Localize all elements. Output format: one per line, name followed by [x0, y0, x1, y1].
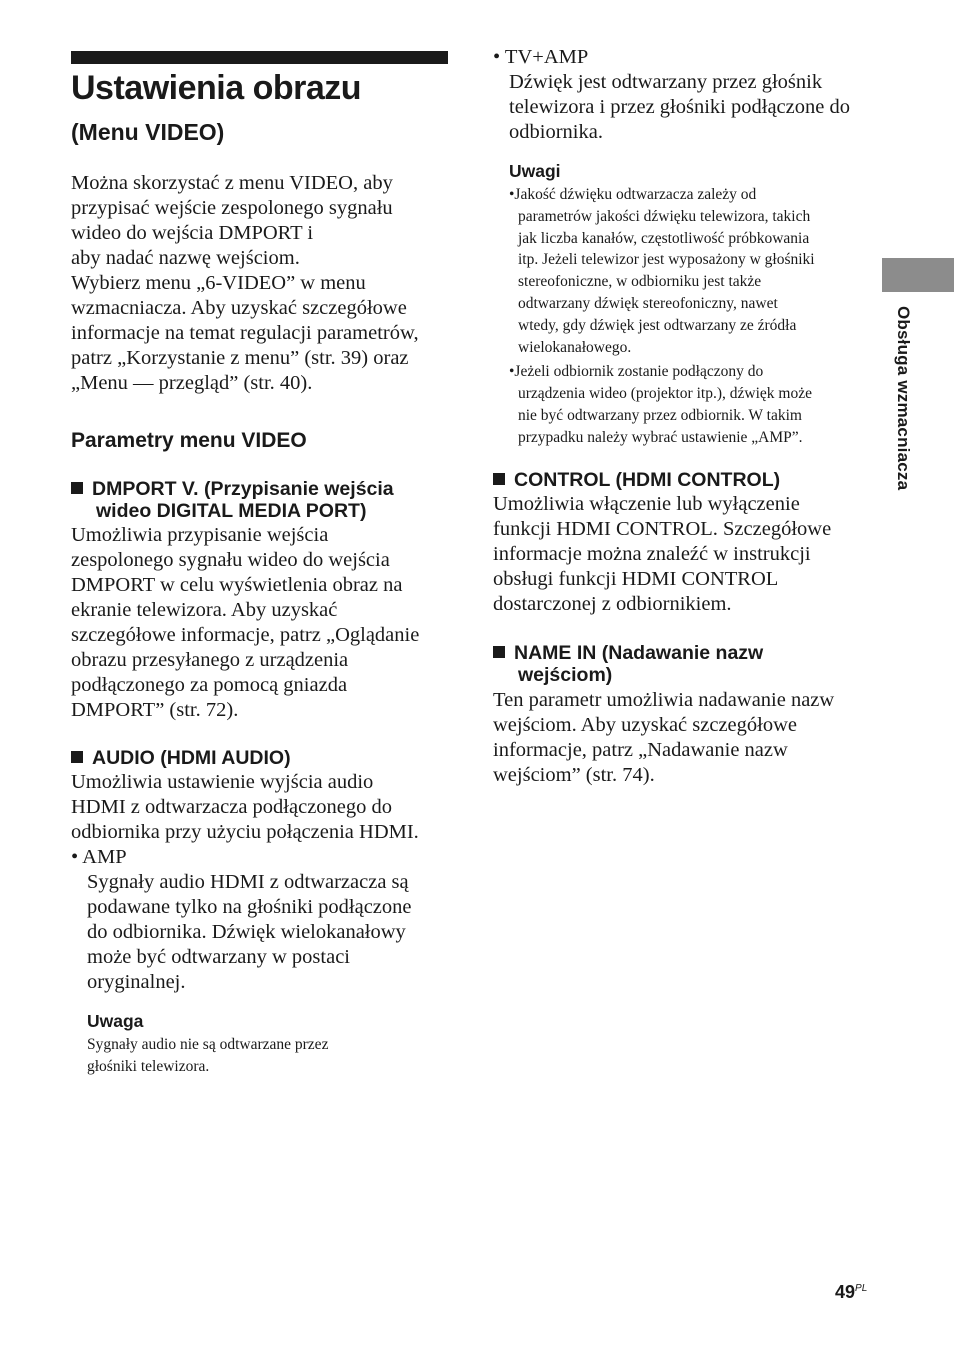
name-in-paragraph: Ten parametr umożliwia nadawanie nazw wejściom. Aby uzyskać szczegółowe informacje, patrz „Nadawanie nazw wejściom” (str. 74).: [493, 689, 835, 786]
square-bullet-icon: [71, 482, 83, 494]
name-in-heading: NAME IN (Nadawanie nazw wejściom): [493, 642, 763, 686]
section-heading-params: Parametry menu VIDEO: [71, 429, 307, 452]
page-subtitle: (Menu VIDEO): [71, 119, 225, 145]
page-number: $49^{PL}$: [835, 1282, 868, 1302]
square-bullet-icon: [71, 751, 83, 763]
audio-heading: AUDIO (HDMI AUDIO): [71, 747, 291, 769]
chapter-tab-label: Obsługa wzmacniacza: [894, 306, 913, 491]
control-paragraph: Umożliwia włączenie lub wyłączenie funkcji HDMI CONTROL. Szczegółowe informacje można znaleźć w instrukcji obsługi funkcji HDMI CONTROL dostarczonej z odbiornikiem.: [493, 493, 832, 615]
note-item: •Jeżeli odbiornik zostanie podłączony do urządzenia wideo (projektor itp.), dźwięk może nie być odtwarzany przez odbiornik. W takim przypadku należy wybrać ustawienie „AMP”.: [509, 363, 812, 446]
control-heading: CONTROL (HDMI CONTROL): [493, 469, 780, 491]
intro-paragraph: Można skorzystać z menu VIDEO, aby przypisać wejście zespolonego sygnału wideo do wejścia DMPORT i aby nadać nazwę wejściom. Wybierz menu „6-VIDEO” w menu wzmacniacza. Aby uzyskać szczegółowe informacje na temat regulacji parametrów, patrz „Korzystanie z menu” (str. 39) oraz „Menu — przegląd” (str. 40).: [71, 172, 419, 394]
notes-heading: Uwagi: [509, 161, 561, 181]
square-bullet-icon: [493, 473, 505, 485]
note-item: •Jakość dźwięku odtwarzacza zależy od parametrów jakości dźwięku telewizora, takich jak liczba kanałów, częstotliwość próbkowania itp. Jeżeli telewizor jest wyposażony w głośniki stereofoniczne, w odbiorniku jest także odtwarzany dźwięk stereofoniczny, nawet wtedy, gdy dźwięk jest odtwarzany ze źródła wielokanałowego.: [509, 186, 815, 356]
amp-option: • AMP Sygnały audio HDMI z odtwarzacza są podawane tylko na głośniki podłączone do odbiornika. Dźwięk wielokanałowy może być odtwarzany w postaci oryginalnej.: [71, 846, 412, 993]
notes-list: [509, 184, 815, 449]
amp-note-heading: Uwaga: [87, 1011, 144, 1031]
square-bullet-icon: [493, 646, 505, 658]
tvamp-option: • TV+AMP Dźwięk jest odtwarzany przez głośnik telewizora i przez głośniki podłączone do odbiornika.: [493, 46, 850, 143]
title-rule: [71, 51, 448, 64]
chapter-tab-marker: [882, 258, 954, 292]
dmport-paragraph: Umożliwia przypisanie wejścia zespolonego sygnału wideo do wejścia DMPORT w celu wyświetlenia obraz na ekranie telewizora. Aby uzyskać szczegółowe informacje, patrz „Oglądanie obrazu przesyłanego z urządzenia podłączonego za pomocą gniazda DMPORT” (str. 72).: [71, 524, 420, 721]
amp-note-text: Sygnały audio nie są odtwarzane przez głośniki telewizora.: [87, 1036, 329, 1075]
page-title: Ustawienia obrazu: [71, 69, 362, 107]
dmport-heading: DMPORT V. (Przypisanie wejścia wideo DIGITAL MEDIA PORT): [71, 478, 394, 522]
audio-paragraph: Umożliwia ustawienie wyjścia audio HDMI z odtwarzacza podłączonego do odbiornika przy użyciu połączenia HDMI.: [71, 771, 419, 843]
